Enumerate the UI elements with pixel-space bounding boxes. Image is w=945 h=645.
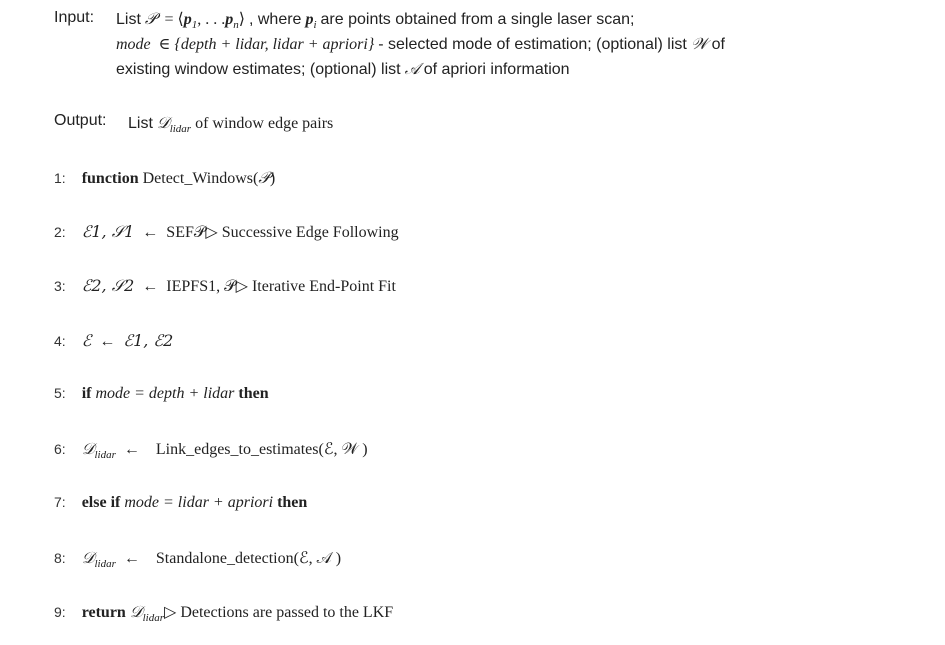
where-text: , where [248,11,302,28]
detections-symbol: 𝒟 [156,113,170,132]
standalone-detection-call: Standalone_detection(ℰ, 𝒜 ) [155,550,342,567]
input-line-1 [116,9,634,31]
line-number: 8: [54,550,66,566]
line-number: 5: [54,385,66,401]
detections-subscript: lidar [142,612,165,624]
line-number: 7: [54,494,66,510]
detections-subscript: lidar [94,449,116,461]
algo-line-3 [54,276,396,296]
pn-symbol: p [225,11,234,28]
input-line-3 [116,59,570,79]
assign-arrow: ← [142,224,159,241]
comment-text: Iterative End-Point Fit [251,278,396,295]
algo-line-2 [54,222,399,242]
close-paren: ) [269,170,276,187]
return-keyword: return [81,604,126,621]
if-condition: mode = depth + lidar [95,385,235,402]
link-edges-call: Link_edges_to_estimates(ℰ, 𝒲 ) [155,441,368,458]
algo-line-8 [54,548,341,570]
else-if-keyword: else if [81,494,121,511]
line-number: 1: [54,170,66,186]
detections-subscript: lidar [169,123,192,135]
comment-triangle-icon: ▷ [164,604,177,621]
algo-line-5 [54,385,269,403]
line-number: 2: [54,224,66,240]
p1-symbol: p [183,11,192,28]
tuple-open: ⟨ [177,11,184,28]
assign-arrow: ← [142,278,159,295]
edges-lhs: ℰ [81,331,92,350]
algo-line-1 [54,168,275,188]
output-list-prefix: List [128,115,153,132]
mode-set: {depth + lidar, lidar + apriori} [174,36,375,53]
edges-union-rhs: ℰ1, ℰ2 [123,331,174,350]
point-set-symbol: 𝒫 [144,9,157,28]
element-of-sign: ∈ [158,36,171,53]
point-set-symbol: 𝒫 [258,168,270,187]
mode-description: - selected mode of estimation; (optional) list [378,36,687,53]
detections-subscript: lidar [94,558,116,570]
apriori-symbol: 𝒜 [404,59,420,78]
line-number: 4: [54,333,66,349]
input-line-2 [116,34,725,54]
edges-segments-lhs: ℰ1, 𝒮1 [81,222,135,241]
apriori-description: of apriori information [423,61,570,78]
of-text: of [711,36,725,53]
assign-arrow: ← [123,550,140,567]
pi-symbol: p [305,11,314,28]
function-name: Detect_Windows( [142,170,259,187]
mode-variable: mode [116,36,151,53]
detections-symbol: 𝒟 [129,602,143,621]
equals-sign: = [164,11,174,28]
edges-segments-lhs: ℰ2, 𝒮2 [81,276,135,295]
algo-line-7 [54,494,307,512]
detections-lhs: 𝒟 [81,548,95,567]
algo-line-9 [54,602,393,624]
comment-triangle-icon: ▷ [205,224,218,241]
tuple-close: ⟩ [238,11,245,28]
p1-subscript: 1 [191,19,198,31]
pi-subscript: i [313,19,317,31]
input-list-prefix: List [116,11,141,28]
pn-subscript: n [233,19,239,31]
sef-call: SEF𝒫 [166,224,206,241]
points-description: are points obtained from a single laser scan; [320,11,635,28]
function-keyword: function [81,170,139,187]
line-number: 9: [54,604,66,620]
then-keyword: then [238,385,269,402]
output-description: of window edge pairs [195,115,334,132]
algo-line-4 [54,331,173,351]
ellipsis: , . . . [197,11,226,28]
output-label: Output: [54,112,107,129]
comment-triangle-icon: ▷ [235,278,248,295]
then-keyword: then [277,494,308,511]
line-number: 3: [54,278,66,294]
assign-arrow: ← [123,441,140,458]
window-estimates-symbol: 𝒲 [690,34,708,53]
comment-text: Successive Edge Following [221,224,399,241]
output-line [128,113,333,135]
line-number: 6: [54,441,66,457]
input-label: Input: [54,9,95,26]
if-keyword: if [81,385,92,402]
assign-arrow: ← [99,333,116,350]
detections-lhs: 𝒟 [81,439,95,458]
existing-estimates-text: existing window estimates; (optional) list [116,61,401,78]
algo-line-6 [54,439,368,461]
else-if-condition: mode = lidar + apriori [124,494,274,511]
comment-text: Detections are passed to the LKF [180,604,394,621]
iepf-call: IEPFS1, 𝒫 [166,278,236,295]
